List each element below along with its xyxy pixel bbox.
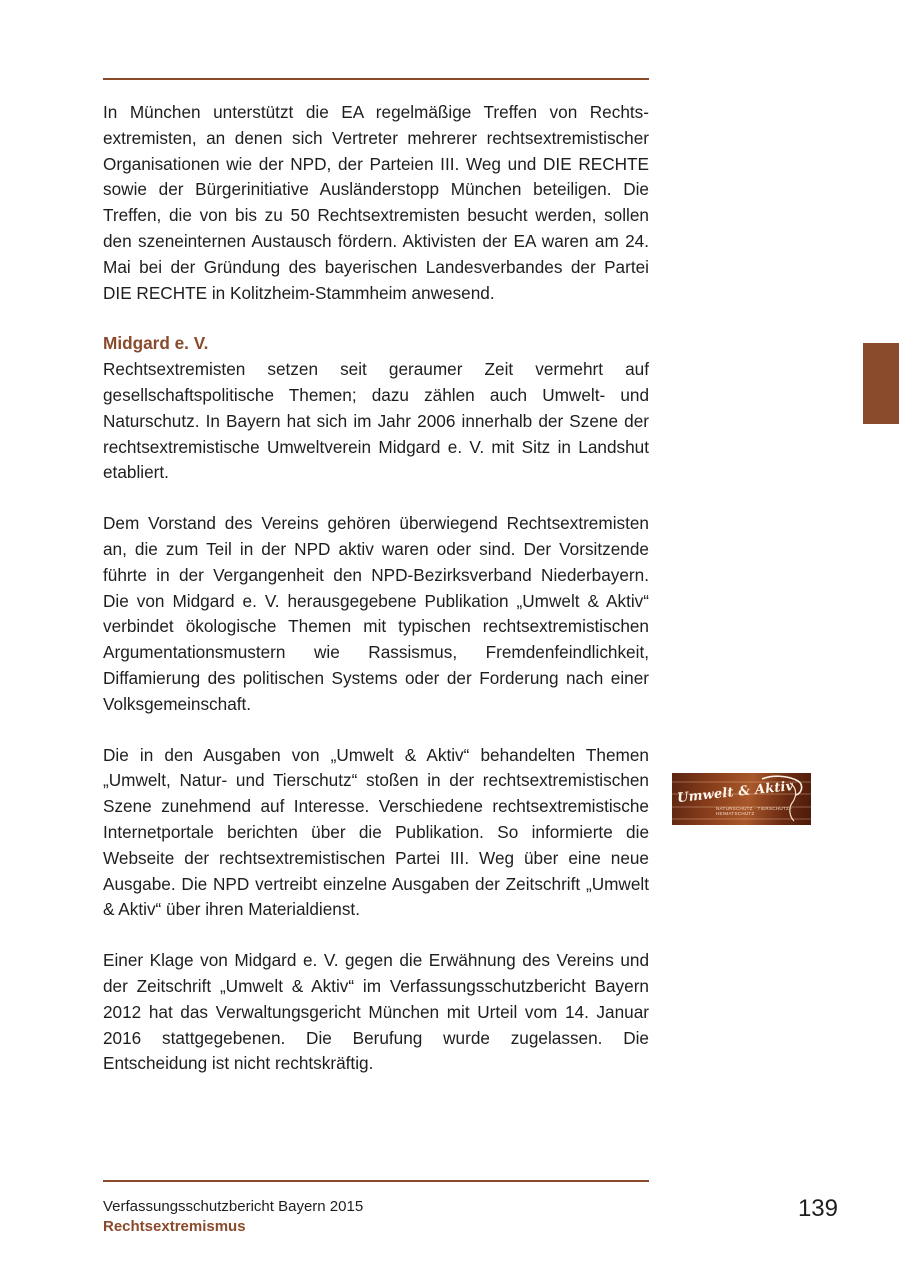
footer-section-title: Rechtsextremismus bbox=[103, 1218, 246, 1235]
footer-publication-title: Verfassungsschutzbericht Bayern 2015 bbox=[103, 1198, 364, 1215]
page-number: 139 bbox=[797, 1195, 838, 1222]
umwelt-aktiv-cover-thumbnail bbox=[672, 773, 811, 825]
top-rule bbox=[103, 78, 649, 80]
paragraph-ea-treffen: In München unterstützt die EA regelmäßige Treffen von Rechtsextremisten, an denen sich Vertreter mehrerer rechtsextremistischer Organisationen wie der NPD, der Parteien III. Weg und DIE RECHTE sowie der Bürgerinitiative Ausländerstopp München beteiligen. Die Treffen, die von bis zu 50 Rechtsextremisten besucht werden, sollen den szeneinternen Austausch fördern. Aktivisten der EA waren am 24. Mai bei der Gründung des bayerischen Landesverbandes der Partei DIE RECHTE in Kolitzheim-Stammheim anwesend. bbox=[103, 102, 649, 303]
thumbnail-title: Umwelt & Aktiv bbox=[676, 778, 795, 807]
thumbnail-subtitle: NATURSCHUTZ · TIERSCHUTZ · HEIMATSCHUTZ bbox=[716, 806, 793, 816]
main-content bbox=[103, 100, 649, 1077]
bottom-rule bbox=[103, 1180, 649, 1182]
section-heading-midgard: Midgard e. V. bbox=[103, 333, 209, 354]
paragraph-midgard-intro: Rechtsextremisten setzen seit geraumer Zeit vermehrt auf gesellschaftspolitische Themen; dazu zählen auch Umwelt- und Naturschutz. In Bayern hat sich im Jahr 2006 innerhalb der Szene der rechtsextremistische Umweltverein Midgard e. V. mit Sitz in Landshut etabliert. bbox=[103, 359, 649, 483]
paragraph-klage: Einer Klage von Midgard e. V. gegen die Erwähnung des Vereins und der Zeitschrift „Umwelt & Aktiv“ im Verfassungsschutzbericht Bayern 2012 hat das Verwaltungsgericht München mit Urteil vom 14. Januar 2016 stattgegebenen. Die Berufung wurde zugelassen. Die Entscheidung ist nicht rechtskräftig. bbox=[103, 950, 649, 1074]
paragraph-midgard-vorstand: Dem Vorstand des Vereins gehören überwiegend Rechtsextremisten an, die zum Teil in der NPD aktiv waren oder sind. Der Vorsitzende führte in der Vergangenheit den NPD-Bezirksverband Niederbayern. Die von Midgard e. V. herausgegebene Publikation „Umwelt & Aktiv“ verbindet ökologische Themen mit typischen rechtsextremistischen Argumentationsmustern wie Rassismus, Fremdenfeindlichkeit, Diffamierung des politischen Systems oder der Forderung nach einer Volksgemeinschaft. bbox=[103, 513, 649, 714]
chapter-tab-marker bbox=[863, 343, 899, 424]
paragraph-umwelt-aktiv-themen: Die in den Ausgaben von „Umwelt & Aktiv“ behandelten Themen „Umwelt, Natur- und Tierschutz“ stoßen in der rechtsextremistischen Szene zunehmend auf Interesse. Verschiedene rechtsextremistische Internetportale berichten über die Publikation. So informierte die Webseite der rechtsextremistischen Partei III. Weg über eine neue Ausgabe. Die NPD vertreibt einzelne Ausgaben der Zeitschrift „Umwelt & Aktiv“ über ihren Materialdienst. bbox=[103, 744, 649, 920]
